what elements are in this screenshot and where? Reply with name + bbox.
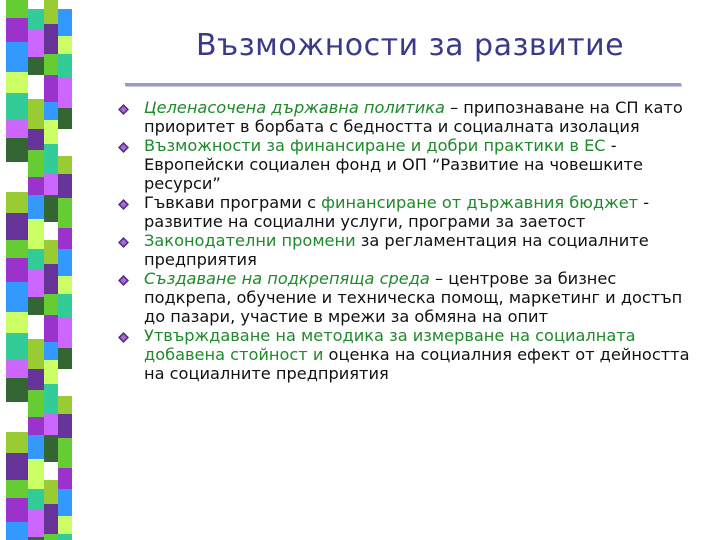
stripe-block [28, 459, 44, 489]
stripe-block [44, 315, 58, 342]
stripe-block [28, 510, 44, 537]
stripe-block [58, 198, 72, 228]
stripe-block [28, 315, 44, 339]
stripe-block [6, 258, 28, 282]
bullet-text: - Европейски социален фонд и ОП “Развитие на човешките ресурси” [144, 136, 643, 193]
stripe-block [6, 120, 28, 138]
stripe-block [6, 480, 28, 498]
stripe-block [58, 534, 72, 540]
stripe-block [28, 99, 44, 129]
stripe-block [44, 195, 58, 222]
bullet-text: оценка на социалния ефект от дейността на социалните предприятия [144, 345, 690, 383]
bullet-text: – центрове за бизнес подкрепа, обучение и техническа помощ, маркетинг и достъп до пазари, участие в мрежи за обмяна на опит [144, 269, 683, 326]
stripe-block [58, 174, 72, 198]
bullet-item [118, 193, 693, 231]
bullet-list [118, 98, 693, 383]
stripe-block [6, 138, 28, 162]
bullet-item [118, 136, 693, 193]
diamond-bullet-icon [118, 237, 129, 248]
stripe-block [6, 402, 28, 432]
stripe-block [6, 93, 28, 120]
diamond-bullet-icon [118, 199, 129, 210]
bullet-item [118, 98, 693, 136]
stripe-block [58, 414, 72, 438]
stripe-block [44, 222, 58, 240]
stripe-block [44, 384, 58, 414]
stripe-block [58, 54, 72, 78]
bullet-lead: Възможности за финансиране и добри практики в ЕС [144, 136, 606, 155]
bullet-item [118, 269, 693, 326]
stripe-block [28, 369, 44, 390]
bullet-item [118, 231, 693, 269]
bullet-text: за регламентация на социалните предприятия [144, 231, 649, 269]
stripe-block [44, 480, 58, 504]
bullet-item [118, 326, 693, 383]
diamond-bullet-icon [118, 332, 129, 343]
stripe-block [44, 534, 58, 540]
stripe-block [28, 57, 44, 75]
stripe-block [58, 78, 72, 108]
stripe-block [6, 240, 28, 258]
bullet-text: - развитие на социални услуги, програми за заетост [144, 193, 650, 231]
stripe-block [44, 0, 58, 24]
stripe-block [44, 360, 58, 384]
stripe-block [58, 9, 72, 36]
stripe-block [44, 24, 58, 54]
stripe-block [28, 489, 44, 510]
bullet-text: – припознаване на СП като приоритет в борбата с бедността и социалната изолация [144, 98, 683, 136]
stripe-block [44, 462, 58, 480]
stripe-block [6, 282, 28, 312]
bullet-lead: Целенасочена държавна политика [144, 98, 445, 117]
stripe-block [6, 522, 28, 540]
stripe-block [28, 390, 44, 417]
stripe-block [6, 333, 28, 360]
stripe-block [58, 369, 72, 396]
stripe-block [58, 438, 72, 468]
diamond-bullet-icon [118, 104, 129, 115]
stripe-block [28, 417, 44, 435]
stripe-block [6, 42, 28, 72]
stripe-block [58, 129, 72, 156]
stripe-block [44, 102, 58, 120]
stripe-block [6, 18, 28, 42]
stripe-block [44, 342, 58, 360]
stripe-block [28, 150, 44, 177]
stripe-block [28, 270, 44, 297]
stripe-block [44, 174, 58, 195]
stripe-edge [72, 0, 80, 540]
stripe-block [58, 156, 72, 174]
stripe-block [44, 435, 58, 462]
stripe-block [44, 264, 58, 294]
diamond-bullet-icon [118, 142, 129, 153]
stripe-block [58, 36, 72, 54]
diamond-bullet-icon [118, 275, 129, 286]
stripe-block [44, 54, 58, 75]
stripe-block [44, 144, 58, 174]
stripe-block [44, 240, 58, 264]
stripe-block [28, 9, 44, 30]
bullet-lead: Създаване на подкрепяща среда [144, 269, 430, 288]
bullet-text-pre: Гъвкави програми с [144, 193, 322, 212]
stripe-block [58, 468, 72, 489]
stripe-block [58, 489, 72, 516]
bullet-lead: финансиране от държавния бюджет [321, 193, 639, 212]
stripe-block [6, 162, 28, 192]
stripe-block [44, 414, 58, 435]
stripe-block [28, 195, 44, 219]
bullet-lead: Утвърждаване на методика за измерване на социалната добавена стойност и [144, 326, 636, 364]
stripe-block [58, 516, 72, 534]
bullet-lead: Законодателни промени [144, 231, 356, 250]
stripe-block [6, 312, 28, 333]
stripe-block [28, 435, 44, 459]
stripe-block [6, 192, 28, 213]
stripe-block [6, 432, 28, 453]
title-underline [125, 83, 681, 86]
stripe-block [28, 249, 44, 270]
stripe-block [58, 348, 72, 369]
stripe-block [28, 297, 44, 315]
stripe-block [28, 75, 44, 99]
stripe-block [6, 453, 28, 480]
stripe-block [6, 360, 28, 378]
stripe-block [44, 294, 58, 315]
stripe-block [58, 228, 72, 249]
stripe-block [6, 213, 28, 240]
stripe-block [58, 276, 72, 294]
stripe-block [28, 129, 44, 150]
decorative-color-stripe [0, 0, 80, 540]
stripe-block [44, 504, 58, 534]
stripe-block [6, 0, 28, 18]
stripe-block [58, 294, 72, 318]
stripe-block [28, 339, 44, 369]
stripe-block [44, 120, 58, 144]
stripe-block [6, 72, 28, 93]
stripe-block [58, 396, 72, 414]
stripe-block [58, 318, 72, 348]
stripe-block [6, 378, 28, 402]
stripe-block [28, 219, 44, 249]
stripe-block [58, 249, 72, 276]
stripe-block [58, 108, 72, 129]
stripe-block [44, 75, 58, 102]
stripe-block [28, 30, 44, 57]
slide-title: Възможности за развитие [195, 28, 625, 63]
stripe-block [28, 177, 44, 195]
stripe-block [6, 498, 28, 522]
